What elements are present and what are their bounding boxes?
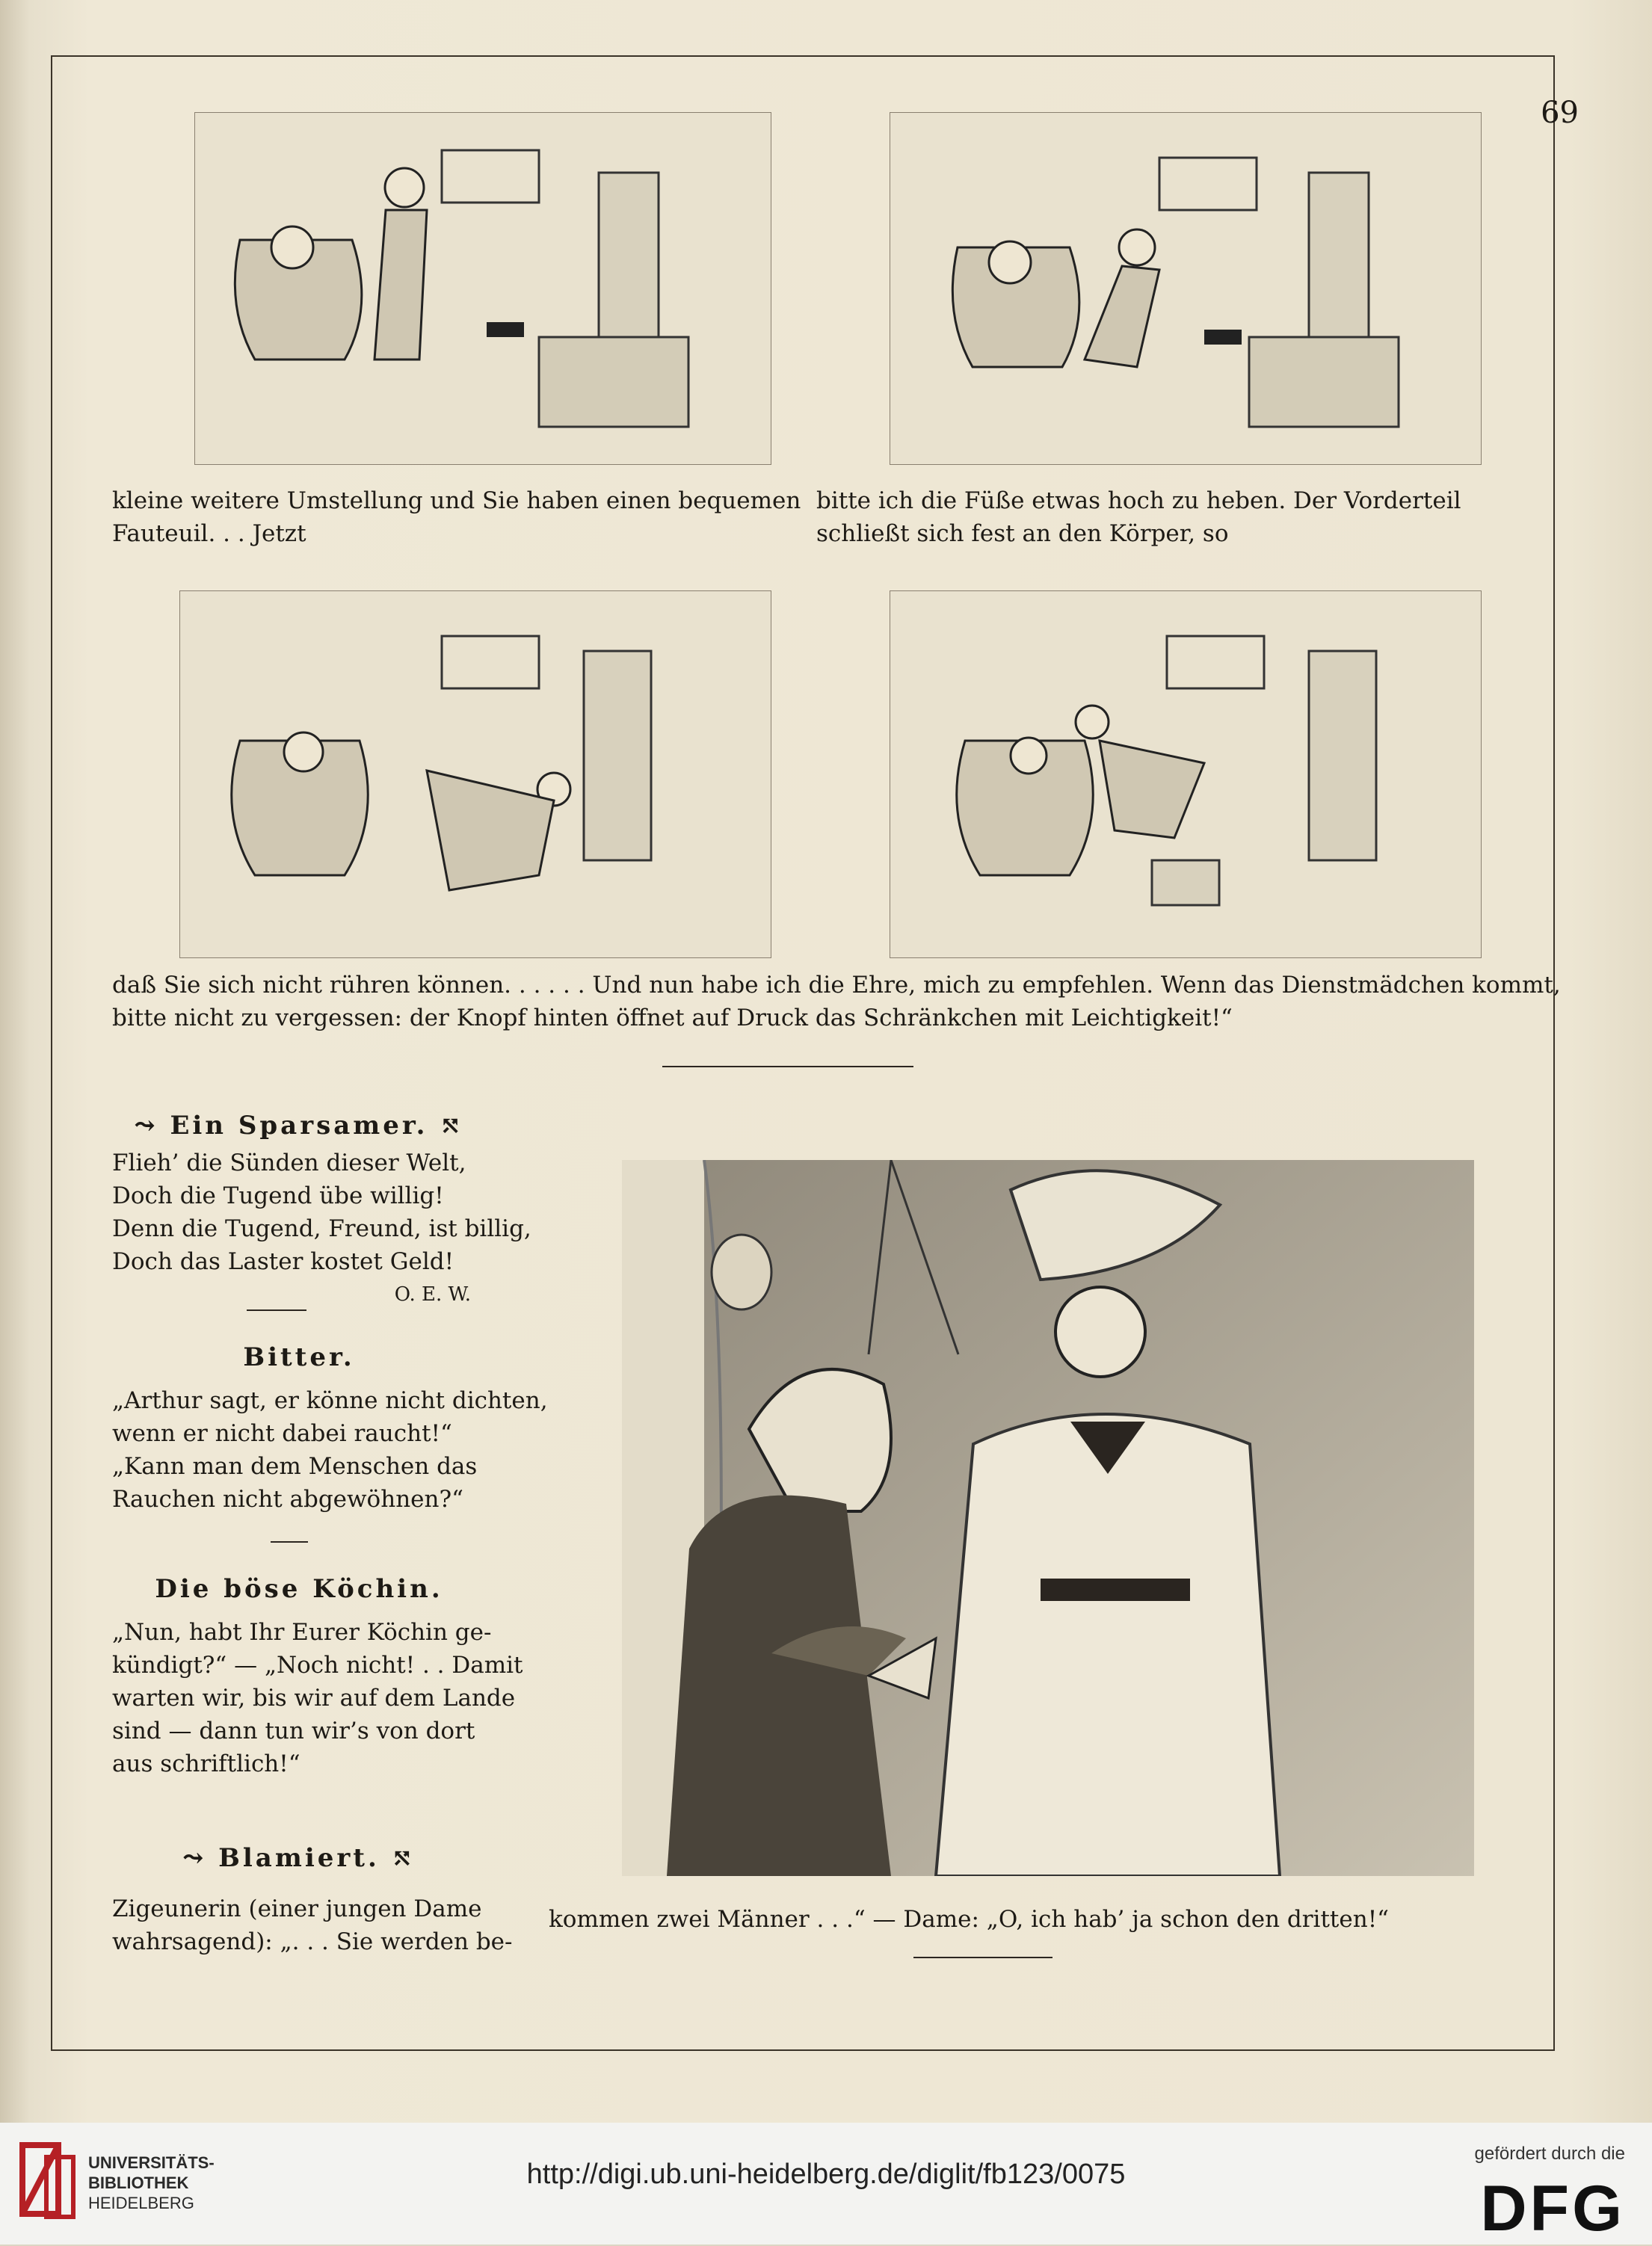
caption-line: schließt sich fest an den Körper, so bbox=[816, 520, 1229, 547]
ornament-icon: ⤳ bbox=[134, 1111, 170, 1141]
joke-title: ⤳ Blamiert. ⤲ bbox=[182, 1843, 416, 1873]
poem-title: ⤳ Ein Sparsamer. ⤲ bbox=[134, 1111, 464, 1141]
dfg-logo: DFG bbox=[1480, 2173, 1625, 2245]
comic-panel-1 bbox=[194, 112, 771, 465]
fortune-teller-illustration bbox=[622, 1160, 1474, 1876]
funded-by-text: gefördert durch die bbox=[1474, 2144, 1625, 2164]
ornament-icon: ⤲ bbox=[379, 1843, 416, 1873]
comic-panel-2-drawing bbox=[890, 113, 1481, 464]
joke-title: Die böse Köchin. bbox=[155, 1574, 443, 1604]
column-divider bbox=[271, 1541, 308, 1543]
joke-line: „Nun, habt Ihr Eurer Köchin ge- bbox=[112, 1619, 492, 1646]
fortune-teller-drawing bbox=[622, 1160, 1474, 1876]
comic-panel-3 bbox=[179, 590, 771, 958]
library-name: UNIVERSITÄTS- BIBLIOTHEK HEIDELBERG bbox=[88, 2153, 215, 2212]
caption-line: bitte nicht zu vergessen: der Knopf hinten öffnet auf Druck das Schränkchen mit Leichtigkeit!“ bbox=[112, 1005, 1233, 1031]
comic-panel-3-drawing bbox=[180, 591, 771, 957]
section-divider bbox=[913, 1957, 1052, 1958]
column-divider bbox=[247, 1309, 306, 1311]
joke-line: warten wir, bis wir auf dem Lande bbox=[112, 1685, 516, 1712]
footer-bar bbox=[0, 2123, 1652, 2245]
comic-panel-2 bbox=[890, 112, 1482, 465]
caption-line: daß Sie sich nicht rühren können. . . . . . Und nun habe ich die Ehre, mich zu empfehlen. Wenn das Dienstmädchen kommt, bbox=[112, 972, 1561, 999]
poem-body bbox=[112, 1147, 531, 1311]
joke-line: kündigt?“ — „Noch nicht! . . Damit bbox=[112, 1652, 523, 1679]
joke-line: „Arthur sagt, er könne nicht dichten, bbox=[112, 1387, 548, 1414]
comic-caption-1 bbox=[112, 484, 801, 550]
joke-line: wahrsagend): „. . . Sie werden be- bbox=[112, 1928, 513, 1955]
comic-caption-3 bbox=[112, 969, 1561, 1034]
poem-line: Denn die Tugend, Freund, ist billig, bbox=[112, 1215, 531, 1242]
caption-line: bitte ich die Füße etwas hoch zu heben. Der Vorderteil bbox=[816, 487, 1461, 514]
joke-line: Zigeunerin (einer jungen Dame bbox=[112, 1895, 482, 1922]
joke-continuation: kommen zwei Männer . . .“ — Dame: „O, ich hab’ ja schon den dritten!“ bbox=[549, 1906, 1390, 1933]
poem-line: Doch das Laster kostet Geld! bbox=[112, 1248, 454, 1275]
poem-line: Flieh’ die Sünden dieser Welt, bbox=[112, 1150, 466, 1176]
ornament-icon: ⤲ bbox=[428, 1111, 464, 1141]
comic-caption-2 bbox=[816, 484, 1467, 550]
comic-panel-4 bbox=[890, 590, 1482, 958]
section-divider bbox=[662, 1066, 913, 1067]
comic-panel-1-drawing bbox=[195, 113, 771, 464]
joke-title: Bitter. bbox=[243, 1342, 355, 1372]
joke-line: „Kann man dem Menschen das bbox=[112, 1453, 478, 1480]
joke-line: wenn er nicht dabei raucht!“ bbox=[112, 1420, 452, 1447]
joke-body bbox=[112, 1616, 523, 1780]
ornament-icon: ⤳ bbox=[182, 1843, 219, 1873]
joke-body bbox=[112, 1892, 513, 1958]
comic-panel-4-drawing bbox=[890, 591, 1481, 957]
caption-line: Fauteuil. . . Jetzt bbox=[112, 520, 306, 547]
page-number: 69 bbox=[1541, 96, 1579, 130]
poem-line: Doch die Tugend übe willig! bbox=[112, 1182, 444, 1209]
joke-line: Rauchen nicht abgewöhnen?“ bbox=[112, 1486, 463, 1513]
joke-line: sind — dann tun wir’s von dort bbox=[112, 1718, 475, 1744]
caption-line: kleine weitere Umstellung und Sie haben einen bequemen bbox=[112, 487, 801, 514]
source-url-link[interactable]: http://digi.ub.uni-heidelberg.de/diglit/fb123/0075 bbox=[526, 2159, 1126, 2190]
joke-body bbox=[112, 1384, 548, 1516]
joke-line: aus schriftlich!“ bbox=[112, 1750, 300, 1777]
poem-author: O. E. W. bbox=[394, 1283, 471, 1306]
